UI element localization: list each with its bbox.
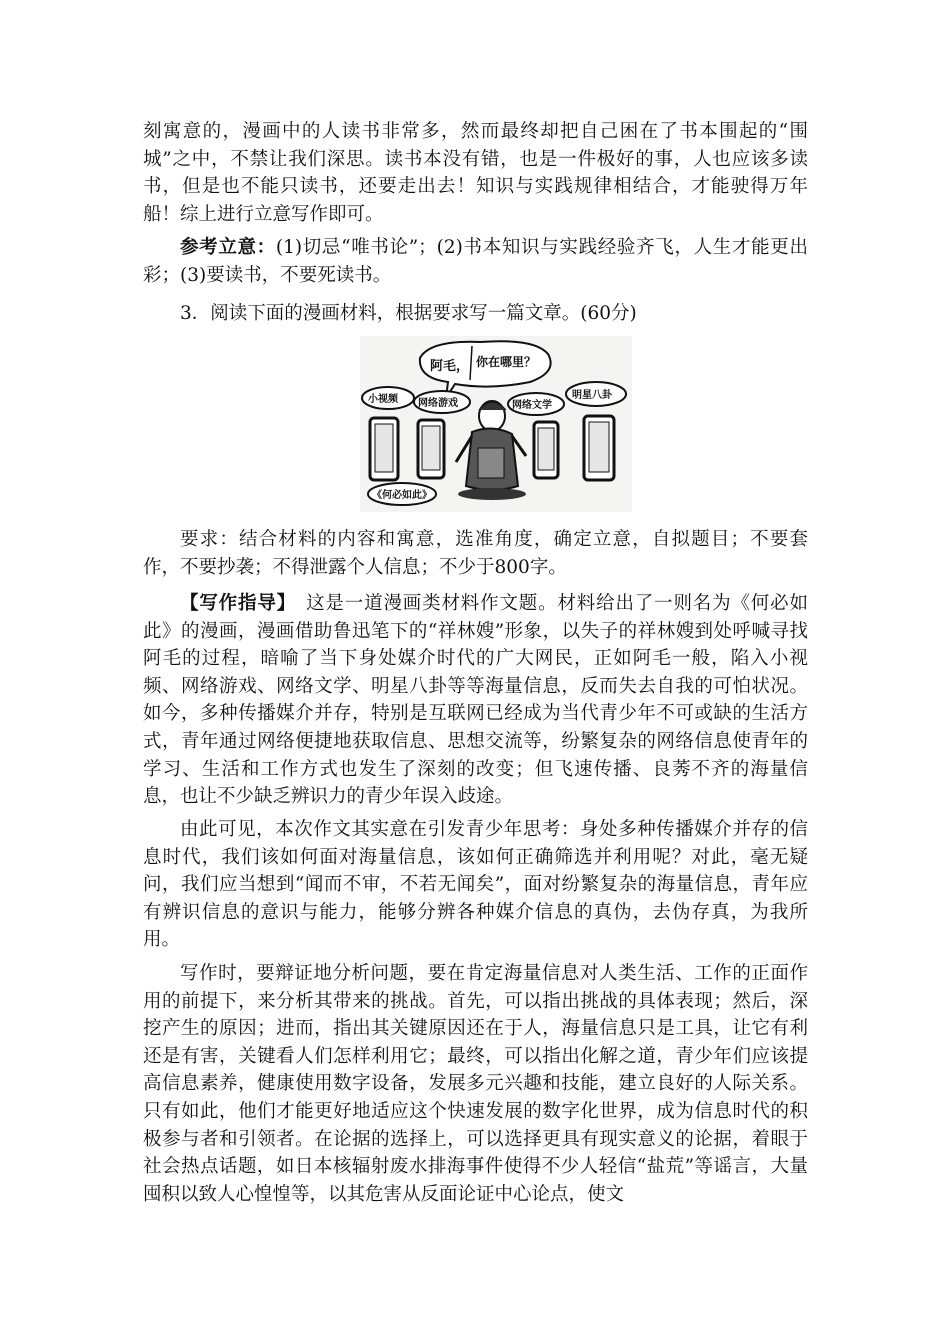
- paragraph-requirements: 要求：结合材料的内容和寓意，选准角度，确定立意，自拟题目；不要套作，不要抄袭；不得泄露个人信息；不少于800字。: [143, 529, 808, 578]
- label-celebrity: 明星八卦: [572, 390, 612, 401]
- label-online-lit: 网络文学: [512, 400, 552, 411]
- paragraph-analysis-end: 刻寓意的，漫画中的人读书非常多，然而最终却把自己困在了书本围起的“围城”之中，不禁让我们深思。读书本没有错，也是一件极好的事，人也应该多读书，但是也不能只读书，还要走出去！知识与实践规律相结合，才能驶得万年船！综上进行立意写作即可。: [143, 121, 808, 225]
- cartoon-caption: 《何必如此》: [372, 490, 432, 501]
- label-short-video: 小视频: [368, 394, 398, 405]
- reference-ideas-label: 参考立意：: [180, 237, 276, 258]
- cartoon-image: [360, 336, 632, 512]
- cartoon-drawing: [360, 336, 632, 512]
- writing-guide-text: 这是一道漫画类材料作文题。材料给出了一则名为《何必如此》的漫画，漫画借助鲁迅笔下的“祥林嫂”形象，以失子的祥林嫂到处呼喊寻找阿毛的过程，暗喻了当下身处媒介时代的广大网民，正如阿毛一般，陷入小视频、网络游戏、网络文学、明星八卦等等海量信息，反而失去自我的可怕状况。如今，多种传播媒介并存，特别是互联网已经成为当代青少年不可或缺的生活方式，青年通过网络便捷地获取信息、思想交流等，纷繁复杂的网络信息使青年的学习、生活和工作方式也发生了深刻的改变；但飞速传播、良莠不齐的海量信息，也让不少缺乏辨识力的青少年误入歧途。: [143, 593, 808, 808]
- reference-ideas-text: (1)切忌“唯书论”；(2)书本知识与实践经验齐飞，人生才能更出彩；(3)要读书，不要死读书。: [143, 237, 808, 286]
- question-3-prompt: 3．阅读下面的漫画材料，根据要求写一篇文章。(60分): [180, 303, 637, 324]
- phone-icon: [370, 418, 398, 480]
- phone-icon: [418, 420, 444, 478]
- paragraph-writing-guide: [143, 590, 808, 811]
- paragraph-reference-ideas: [143, 234, 808, 289]
- writing-guide-label: 【写作指导】: [180, 593, 287, 614]
- phone-icon: [534, 422, 558, 478]
- bubble-text-1: 阿毛，: [430, 359, 470, 374]
- phone-icon: [584, 416, 614, 480]
- bubble-text-2: 你在哪里？: [476, 355, 537, 369]
- paragraph-implication: 由此可见，本次作文其实意在引发青少年思考：身处多种传播媒介并存的信息时代，我们该如何面对海量信息，该如何正确筛选并利用呢？对此，毫无疑问，我们应当想到“闻而不审，不若无闻矣”，面对纷繁复杂的海量信息，青年应有辨识信息的意识与能力，能够分辨各种媒介信息的真伪，去伪存真，为我所用。: [143, 819, 808, 951]
- paragraph-writing-method: 写作时，要辩证地分析问题，要在肯定海量信息对人类生活、工作的正面作用的前提下，来分析其带来的挑战。首先，可以指出挑战的具体表现；然后，深挖产生的原因；进而，指出其关键原因还在于人，海量信息只是工具，让它有利还是有害，关键看人们怎样利用它；最终，可以指出化解之道，青少年们应该提高信息素养，健康使用数字设备，发展多元兴趣和技能，建立良好的人际关系。只有如此，他们才能更好地适应这个快速发展的数字化世界，成为信息时代的积极参与者和引领者。在论据的选择上，可以选择更具有现实意义的论据，着眼于社会热点话题，如日本核辐射废水排海事件使得不少人轻信“盐荒”等谣言，大量囤积以致人心惶惶等，以其危害从反面论证中心论点，使文: [143, 963, 808, 1205]
- label-online-game: 网络游戏: [418, 398, 458, 409]
